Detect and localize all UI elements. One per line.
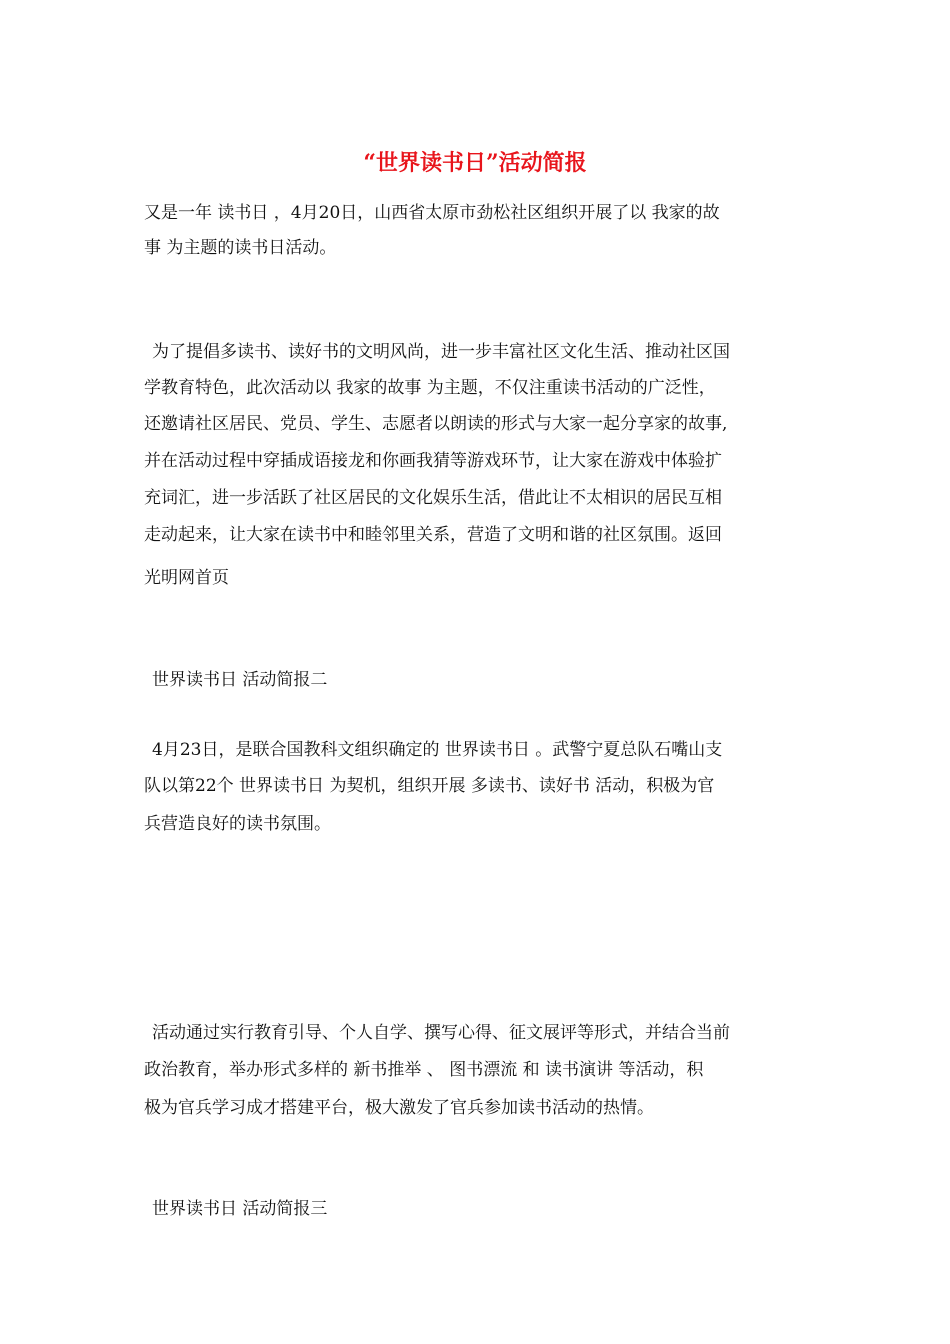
text-line: 还邀请社区居民、党员、学生、志愿者以朗读的形式与大家一起分享家的故事, bbox=[144, 414, 728, 434]
text-line: 4月23日，是联合国教科文组织确定的 世界读书日 。武警宁夏总队石嘴山支 bbox=[152, 740, 723, 760]
text-line: 活动通过实行教育引导、个人自学、撰写心得、征文展评等形式，并结合当前 bbox=[152, 1023, 730, 1043]
text-line: 并在活动过程中穿插成语接龙和你画我猜等游戏环节，让大家在游戏中体验扩 bbox=[144, 451, 722, 471]
section-heading: 世界读书日 活动简报二 bbox=[152, 670, 328, 690]
text-line: 充词汇，进一步活跃了社区居民的文化娱乐生活，借此让不太相识的居民互相 bbox=[144, 488, 722, 508]
text-line: 队以第22个 世界读书日 为契机，组织开展 多读书、读好书 活动，积极为官 bbox=[144, 776, 715, 796]
text-line: 为了提倡多读书、读好书的文明风尚，进一步丰富社区文化生活、推动社区国 bbox=[152, 342, 730, 362]
document-title: “世界读书日”活动简报 bbox=[363, 150, 587, 176]
text-line: 兵营造良好的读书氛围。 bbox=[144, 814, 331, 834]
text-line: 学教育特色，此次活动以 我家的故事 为主题，不仅注重读书活动的广泛性， bbox=[144, 378, 716, 398]
text-line: 极为官兵学习成才搭建平台，极大激发了官兵参加读书活动的热情。 bbox=[144, 1098, 654, 1118]
text-line: 事 为主题的读书日活动。 bbox=[144, 238, 337, 258]
text-line: 光明网首页 bbox=[144, 568, 229, 588]
section-heading: 世界读书日 活动简报三 bbox=[152, 1199, 328, 1219]
text-line: 又是一年 读书日 ，4月20日，山西省太原市劲松社区组织开展了以 我家的故 bbox=[144, 203, 720, 223]
text-line: 走动起来，让大家在读书中和睦邻里关系，营造了文明和谐的社区氛围。返回 bbox=[144, 525, 722, 545]
text-line: 政治教育，举办形式多样的 新书推举 、 图书漂流 和 读书演讲 等活动，积 bbox=[144, 1060, 704, 1080]
